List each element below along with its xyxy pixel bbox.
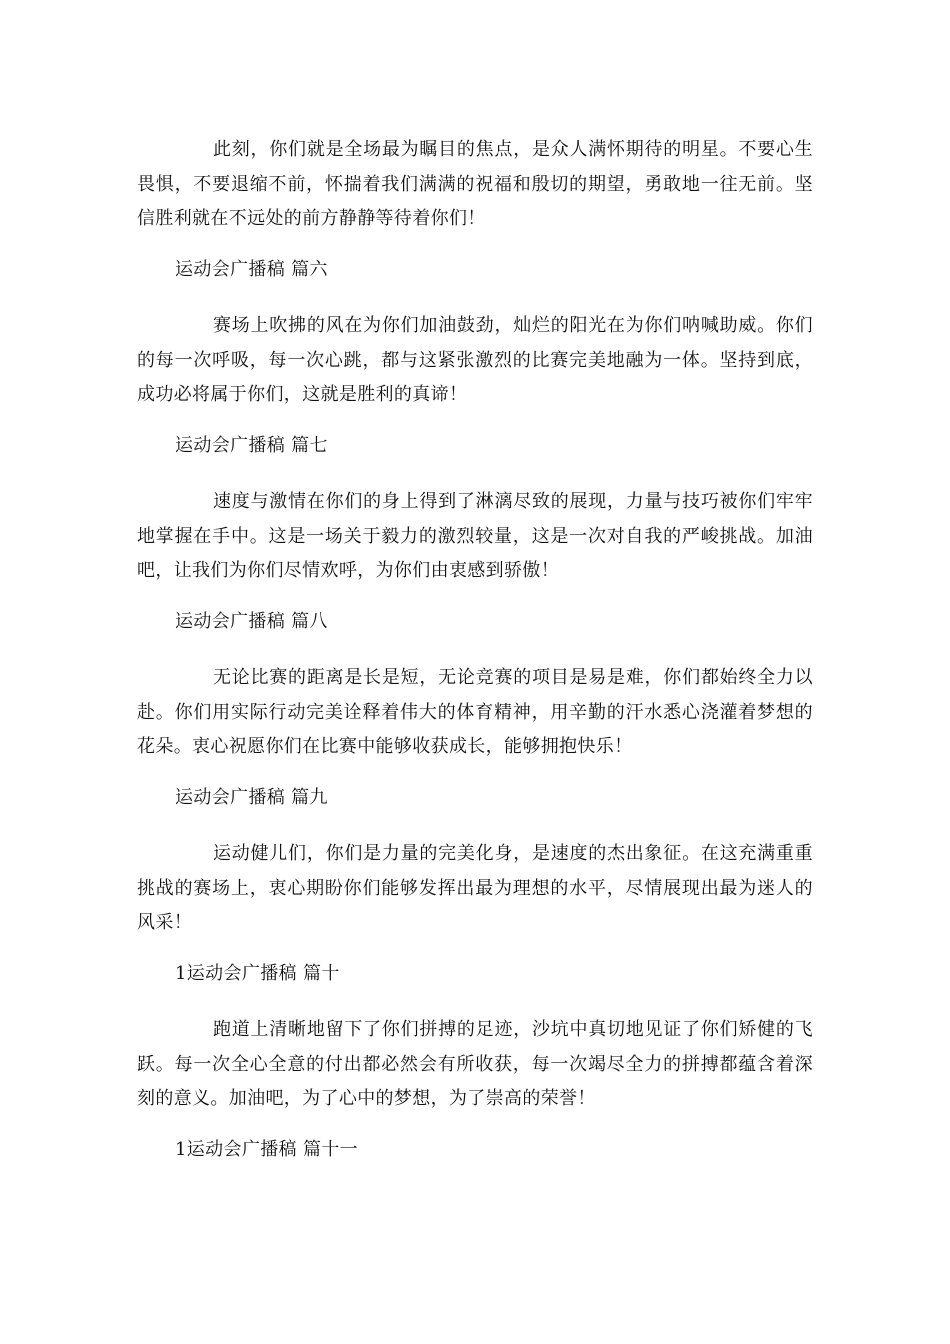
paragraph-section-10: 跑道上清晰地留下了你们拼搏的足迹，沙坑中真切地见证了你们矫健的飞跃。每一次全心全意的付出都必然会有所收获，每一次竭尽全力的拼搏都蕴含着深刻的意义。加油吧，为了心中的梦想，为了崇高的荣誉！ — [137, 1019, 813, 1109]
section-heading-10: 1运动会广播稿 篇十 — [175, 963, 340, 984]
section-heading-9: 运动会广播稿 篇九 — [175, 787, 328, 808]
paragraph-section-9: 运动健儿们，你们是力量的完美化身，是速度的杰出象征。在这充满重重挑战的赛场上，衷心期盼你们能够发挥出最为理想的水平，尽情展现出最为迷人的风采！ — [137, 843, 813, 933]
section-heading-7: 运动会广播稿 篇七 — [175, 435, 328, 456]
section-heading-6: 运动会广播稿 篇六 — [175, 259, 328, 280]
section-heading-11: 1运动会广播稿 篇十一 — [175, 1139, 359, 1160]
paragraph-section-8: 无论比赛的距离是长是短，无论竞赛的项目是易是难，你们都始终全力以赴。你们用实际行动完美诠释着伟大的体育精神，用辛勤的汗水悉心浇灌着梦想的花朵。衷心祝愿你们在比赛中能够收获成长，能够拥抱快乐！ — [137, 667, 813, 757]
section-heading-8: 运动会广播稿 篇八 — [175, 611, 328, 632]
paragraph-section-6: 赛场上吹拂的风在为你们加油鼓劲，灿烂的阳光在为你们呐喊助威。你们的每一次呼吸，每一次心跳，都与这紧张激烈的比赛完美地融为一体。坚持到底，成功必将属于你们，这就是胜利的真谛！ — [137, 315, 813, 405]
paragraph-intro: 此刻，你们就是全场最为瞩目的焦点，是众人满怀期待的明星。不要心生畏惧，不要退缩不前，怀揣着我们满满的祝福和殷切的期望，勇敢地一往无前。坚信胜利就在不远处的前方静静等待着你们！ — [137, 139, 813, 229]
paragraph-section-7: 速度与激情在你们的身上得到了淋漓尽致的展现，力量与技巧被你们牢牢地掌握在手中。这是一场关于毅力的激烈较量，这是一次对自我的严峻挑战。加油吧，让我们为你们尽情欢呼，为你们由衷感到骄傲！ — [137, 491, 813, 581]
